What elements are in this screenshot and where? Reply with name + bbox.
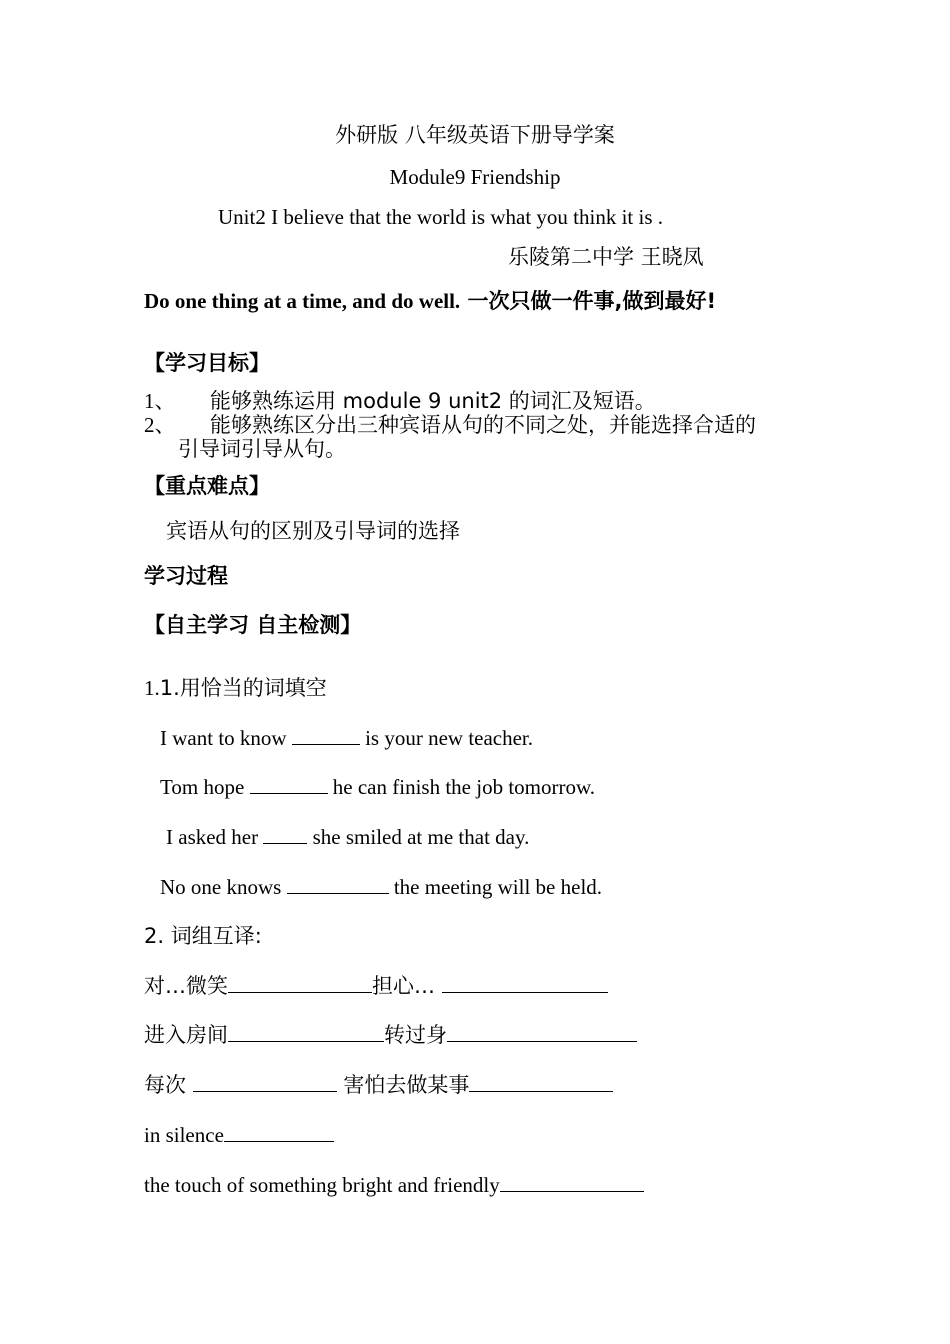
goal-item-2-continuation: 引导词引导从句。 bbox=[178, 437, 346, 461]
answer-blank[interactable] bbox=[228, 974, 372, 993]
sentence-text: I want to know bbox=[160, 726, 292, 750]
exercise1-label: 1.用恰当的词填空 bbox=[159, 676, 327, 700]
sentence-2 bbox=[160, 774, 595, 800]
answer-blank[interactable] bbox=[447, 1023, 637, 1042]
answer-blank[interactable] bbox=[442, 974, 608, 993]
key-points-text: 宾语从句的区别及引导词的选择 bbox=[166, 519, 460, 543]
sentence-text: he can finish the job tomorrow. bbox=[327, 775, 596, 799]
sentence-text: she smiled at me that day. bbox=[307, 825, 530, 849]
answer-blank[interactable] bbox=[224, 1123, 334, 1142]
phrase-label: 担心… bbox=[372, 974, 442, 998]
process-heading: 学习过程 bbox=[144, 564, 228, 588]
phrase-row-1 bbox=[144, 973, 608, 999]
phrase-label: 进入房间 bbox=[144, 1023, 228, 1047]
sentence-text: I asked her bbox=[166, 825, 264, 849]
sentence-1 bbox=[160, 725, 533, 751]
answer-blank[interactable] bbox=[469, 1073, 613, 1092]
goal-number: 2、 bbox=[144, 413, 176, 437]
sentence-text: No one knows bbox=[160, 875, 287, 899]
answer-blank[interactable] bbox=[263, 825, 307, 844]
sentence-text: the meeting will be held. bbox=[388, 875, 603, 899]
goal-item-2 bbox=[144, 412, 756, 438]
phrase-row-2 bbox=[144, 1022, 637, 1048]
exercise1-number: 1. bbox=[144, 676, 160, 700]
key-points-heading: 【重点难点】 bbox=[144, 474, 270, 498]
sentence-text: is your new teacher. bbox=[359, 726, 534, 750]
goal-item-1 bbox=[144, 388, 656, 414]
goal-number: 1、 bbox=[144, 389, 176, 413]
exercise2-title: 2. 词组互译: bbox=[144, 924, 262, 948]
goal-text: 能够熟练运用 module 9 unit2 的词汇及短语。 bbox=[210, 389, 656, 413]
goal-text: 能够熟练区分出三种宾语从句的不同之处，并能选择合适的 bbox=[210, 413, 756, 437]
sentence-3 bbox=[166, 824, 529, 850]
answer-blank[interactable] bbox=[228, 1023, 384, 1042]
motto-chinese: 一次只做一件事,做到最好! bbox=[460, 289, 717, 313]
sentence-4 bbox=[160, 874, 602, 900]
sentence-text: Tom hope bbox=[160, 775, 250, 799]
self-study-heading: 【自主学习 自主检测】 bbox=[144, 613, 362, 637]
phrase-label: the touch of something bright and friendly bbox=[144, 1173, 500, 1197]
motto-english: Do one thing at a time, and do well. bbox=[144, 289, 461, 313]
motto bbox=[144, 288, 716, 314]
answer-blank[interactable] bbox=[287, 875, 389, 894]
english-phrase-2 bbox=[144, 1172, 644, 1198]
answer-blank[interactable] bbox=[500, 1173, 644, 1192]
author-line: 乐陵第二中学 王晓凤 bbox=[508, 245, 704, 269]
answer-blank[interactable] bbox=[193, 1073, 337, 1092]
module-title: Module9 Friendship bbox=[389, 165, 561, 189]
answer-blank[interactable] bbox=[250, 775, 328, 794]
english-phrase-1 bbox=[144, 1122, 334, 1148]
phrase-row-3 bbox=[144, 1072, 613, 1098]
phrase-label: in silence bbox=[144, 1123, 224, 1147]
phrase-label: 害怕去做某事 bbox=[336, 1073, 470, 1097]
exercise1-title bbox=[144, 675, 327, 701]
phrase-label: 每次 bbox=[144, 1073, 193, 1097]
unit-title: Unit2 I believe that the world is what you think it is . bbox=[218, 205, 664, 229]
phrase-label: 转过身 bbox=[384, 1023, 447, 1047]
goals-heading: 【学习目标】 bbox=[144, 351, 270, 375]
answer-blank[interactable] bbox=[292, 726, 360, 745]
document-title: 外研版 八年级英语下册导学案 bbox=[335, 123, 615, 147]
phrase-label: 对…微笑 bbox=[144, 974, 228, 998]
